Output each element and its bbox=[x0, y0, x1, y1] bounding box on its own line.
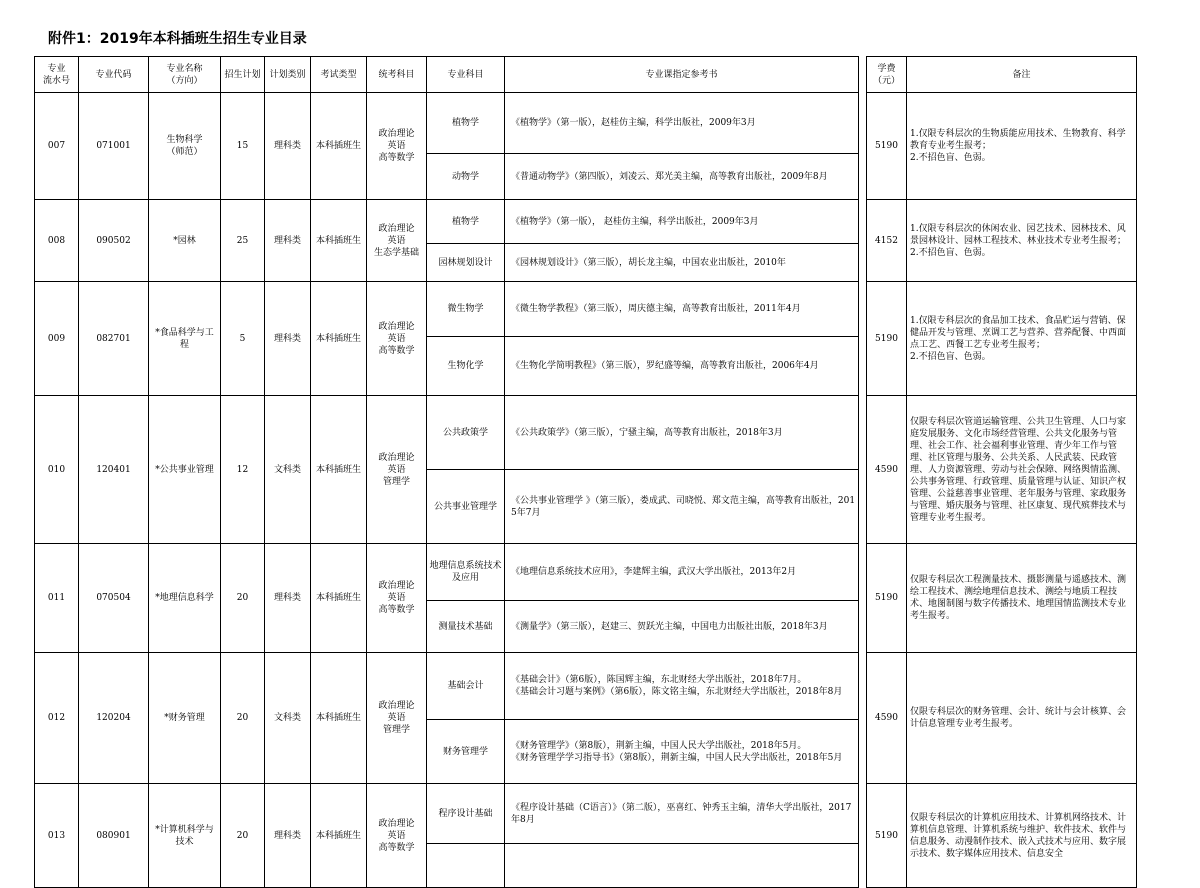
exam-type-cell: 本科插班生 bbox=[311, 93, 367, 200]
plan-type-cell: 理科类 bbox=[265, 93, 311, 200]
reference-cell: 《基础会计》（第6版），陈国辉主编，东北财经大学出版社，2018年7月。 《基础会计习题与案例》（第6版），陈文铭主编，东北财经大学出版社，2018年8月 bbox=[505, 653, 859, 720]
note-cell: 仅限专科层次管道运输管理、公共卫生管理、人口与家庭发展服务、文化市场经营管理、公共文化服务与管理、社会工作、社会福利事业管理、青少年工作与管理、社区管理与服务、公共关系、人民武装、民政管理、人力资源管理、劳动与社会保障、网络舆情监测、公共事务管理、行政管理、质量管理与认证、知识产权管理、公益慈善事业管理、老年服务与管理、家政服务与管理、婚庆服务与管理、社区康复、现代殡葬技术与管理专业考生报考。 bbox=[907, 396, 1137, 544]
reference-cell: 《微生物学教程》（第三版），周庆德主编，高等教育出版社，2011年4月 bbox=[505, 282, 859, 337]
reference-cell: 《程序设计基础（C语言）》（第二版），巫喜红、钟秀玉主编，清华大学出版社，2017年8月 bbox=[505, 784, 859, 844]
table-row bbox=[35, 93, 1137, 154]
subject-cell: 植物学 bbox=[427, 93, 505, 154]
major-name-cell: *财务管理 bbox=[149, 653, 221, 784]
seq-cell: 010 bbox=[35, 396, 79, 544]
unified-subjects-cell: 政治理论 英语 高等数学 bbox=[367, 282, 427, 396]
subject-cell: 动物学 bbox=[427, 154, 505, 200]
fee-cell: 5190 bbox=[867, 93, 907, 200]
gap-cell bbox=[859, 282, 867, 396]
seq-cell: 008 bbox=[35, 200, 79, 282]
seq-cell: 013 bbox=[35, 784, 79, 888]
fee-cell: 4590 bbox=[867, 653, 907, 784]
exam-type-cell: 本科插班生 bbox=[311, 396, 367, 544]
plan-type-cell: 理科类 bbox=[265, 282, 311, 396]
plan-type-cell: 文科类 bbox=[265, 396, 311, 544]
plan-cell: 20 bbox=[221, 653, 265, 784]
unified-subjects-cell: 政治理论 英语 管理学 bbox=[367, 396, 427, 544]
plan-cell: 15 bbox=[221, 93, 265, 200]
exam-type-cell: 本科插班生 bbox=[311, 653, 367, 784]
plan-type-cell: 理科类 bbox=[265, 784, 311, 888]
unified-subjects-cell: 政治理论 英语 生态学基础 bbox=[367, 200, 427, 282]
gap-cell bbox=[859, 784, 867, 888]
plan-cell: 5 bbox=[221, 282, 265, 396]
reference-cell bbox=[505, 844, 859, 888]
table-row bbox=[35, 653, 1137, 720]
fee-cell: 5190 bbox=[867, 282, 907, 396]
note-cell: 1.仅限专科层次的休闲农业、园艺技术、园林技术、风景园林设计、园林工程技术、林业技术专业考生报考； 2.不招色盲、色弱。 bbox=[907, 200, 1137, 282]
header-reference: 专业课指定参考书 bbox=[505, 57, 859, 93]
subject-cell: 程序设计基础 bbox=[427, 784, 505, 844]
header-plan-type: 计划类别 bbox=[265, 57, 311, 93]
reference-cell: 《公共政策学》（第三版），宁骚主编，高等教育出版社，2018年3月 bbox=[505, 396, 859, 470]
reference-cell: 《植物学》（第一版），赵桂仿主编，科学出版社，2009年3月 bbox=[505, 93, 859, 154]
exam-type-cell: 本科插班生 bbox=[311, 282, 367, 396]
reference-cell: 《地理信息系统技术应用》，李建辉主编，武汉大学出版社，2013年2月 bbox=[505, 544, 859, 601]
header-plan: 招生计划 bbox=[221, 57, 265, 93]
gap-cell bbox=[859, 544, 867, 653]
header-seq: 专业 流水号 bbox=[35, 57, 79, 93]
plan-type-cell: 文科类 bbox=[265, 653, 311, 784]
code-cell: 070504 bbox=[79, 544, 149, 653]
table-row bbox=[35, 784, 1137, 844]
code-cell: 071001 bbox=[79, 93, 149, 200]
subject-cell: 基础会计 bbox=[427, 653, 505, 720]
major-name-cell: *地理信息科学 bbox=[149, 544, 221, 653]
major-name-cell: 生物科学 （师范） bbox=[149, 93, 221, 200]
table-row bbox=[35, 396, 1137, 470]
catalog-table-container bbox=[34, 56, 1136, 859]
plan-type-cell: 理科类 bbox=[265, 544, 311, 653]
major-name-cell: *公共事业管理 bbox=[149, 396, 221, 544]
header-code: 专业代码 bbox=[79, 57, 149, 93]
gap-cell bbox=[859, 396, 867, 544]
note-cell: 1.仅限专科层次的食品加工技术、食品贮运与营销、保健品开发与管理、烹调工艺与营养、营养配餐、中西面点工艺、西餐工艺专业考生报考； 2.不招色盲、色弱。 bbox=[907, 282, 1137, 396]
fee-cell: 4590 bbox=[867, 396, 907, 544]
plan-cell: 20 bbox=[221, 784, 265, 888]
gap-cell bbox=[859, 200, 867, 282]
unified-subjects-cell: 政治理论 英语 高等数学 bbox=[367, 784, 427, 888]
fee-cell: 5190 bbox=[867, 784, 907, 888]
subject-cell: 微生物学 bbox=[427, 282, 505, 337]
seq-cell: 009 bbox=[35, 282, 79, 396]
gap-cell bbox=[859, 653, 867, 784]
unified-subjects-cell: 政治理论 英语 管理学 bbox=[367, 653, 427, 784]
reference-cell: 《财务管理学》（第8版），荆新主编，中国人民大学出版社，2018年5月。 《财务管理学学习指导书》（第8版），荆新主编，中国人民大学出版社，2018年5月 bbox=[505, 720, 859, 784]
page-title: 附件1：2019年本科插班生招生专业目录 bbox=[48, 31, 307, 47]
table-row bbox=[35, 544, 1137, 601]
header-fee: 学费 （元） bbox=[867, 57, 907, 93]
exam-type-cell: 本科插班生 bbox=[311, 784, 367, 888]
gap-cell bbox=[859, 57, 867, 93]
code-cell: 080901 bbox=[79, 784, 149, 888]
note-cell: 1.仅限专科层次的生物质能应用技术、生物教育、科学教育专业考生报考； 2.不招色盲、色弱。 bbox=[907, 93, 1137, 200]
unified-subjects-cell: 政治理论 英语 高等数学 bbox=[367, 93, 427, 200]
plan-type-cell: 理科类 bbox=[265, 200, 311, 282]
plan-cell: 12 bbox=[221, 396, 265, 544]
major-name-cell: *计算机科学与技术 bbox=[149, 784, 221, 888]
unified-subjects-cell: 政治理论 英语 高等数学 bbox=[367, 544, 427, 653]
reference-cell: 《测量学》（第三版），赵建三、贺跃光主编，中国电力出版社出版，2018年3月 bbox=[505, 601, 859, 653]
seq-cell: 011 bbox=[35, 544, 79, 653]
header-exam-type: 考试类型 bbox=[311, 57, 367, 93]
reference-cell: 《园林规划设计》（第三版），胡长龙主编，中国农业出版社，2010年 bbox=[505, 244, 859, 282]
note-cell: 仅限专科层次的财务管理、会计、统计与会计核算、会计信息管理专业考生报考。 bbox=[907, 653, 1137, 784]
subject-cell: 园林规划设计 bbox=[427, 244, 505, 282]
note-cell: 仅限专科层次工程测量技术、摄影测量与遥感技术、测绘工程技术、测绘地理信息技术、测绘与地质工程技术、地图制图与数字传播技术、地理国情监测技术专业考生报考。 bbox=[907, 544, 1137, 653]
exam-type-cell: 本科插班生 bbox=[311, 200, 367, 282]
code-cell: 090502 bbox=[79, 200, 149, 282]
note-cell: 仅限专科层次的计算机应用技术、计算机网络技术、计算机信息管理、计算机系统与维护、软件技术、软件与信息服务、动漫制作技术、嵌入式技术与应用、数字展示技术、数字媒体应用技术、信息安全 bbox=[907, 784, 1137, 888]
header-note: 备注 bbox=[907, 57, 1137, 93]
major-name-cell: *食品科学与工程 bbox=[149, 282, 221, 396]
fee-cell: 4152 bbox=[867, 200, 907, 282]
subject-cell: 公共政策学 bbox=[427, 396, 505, 470]
header-unified: 统考科目 bbox=[367, 57, 427, 93]
reference-cell: 《生物化学简明教程》（第三版），罗纪盛等编，高等教育出版社，2006年4月 bbox=[505, 337, 859, 396]
header-row bbox=[35, 57, 1137, 93]
subject-cell: 公共事业管理学 bbox=[427, 470, 505, 544]
major-name-cell: *园林 bbox=[149, 200, 221, 282]
subject-cell: 生物化学 bbox=[427, 337, 505, 396]
subject-cell bbox=[427, 844, 505, 888]
code-cell: 120204 bbox=[79, 653, 149, 784]
gap-cell bbox=[859, 93, 867, 200]
plan-cell: 25 bbox=[221, 200, 265, 282]
code-cell: 120401 bbox=[79, 396, 149, 544]
subject-cell: 测量技术基础 bbox=[427, 601, 505, 653]
header-name: 专业名称 （方向） bbox=[149, 57, 221, 93]
plan-cell: 20 bbox=[221, 544, 265, 653]
subject-cell: 财务管理学 bbox=[427, 720, 505, 784]
subject-cell: 植物学 bbox=[427, 200, 505, 244]
seq-cell: 012 bbox=[35, 653, 79, 784]
reference-cell: 《普通动物学》（第四版），刘凌云、郑光美主编，高等教育出版社，2009年8月 bbox=[505, 154, 859, 200]
catalog-table bbox=[34, 56, 1137, 888]
reference-cell: 《公共事业管理学 》（第三版），娄成武、司晓悦、郑文范主编，高等教育出版社，2015年7月 bbox=[505, 470, 859, 544]
subject-cell: 地理信息系统技术及应用 bbox=[427, 544, 505, 601]
header-major-subject: 专业科目 bbox=[427, 57, 505, 93]
reference-cell: 《植物学》（第一版）， 赵桂仿主编，科学出版社，2009年3月 bbox=[505, 200, 859, 244]
table-row bbox=[35, 282, 1137, 337]
seq-cell: 007 bbox=[35, 93, 79, 200]
code-cell: 082701 bbox=[79, 282, 149, 396]
exam-type-cell: 本科插班生 bbox=[311, 544, 367, 653]
table-body bbox=[35, 93, 1137, 888]
fee-cell: 5190 bbox=[867, 544, 907, 653]
table-row bbox=[35, 200, 1137, 244]
